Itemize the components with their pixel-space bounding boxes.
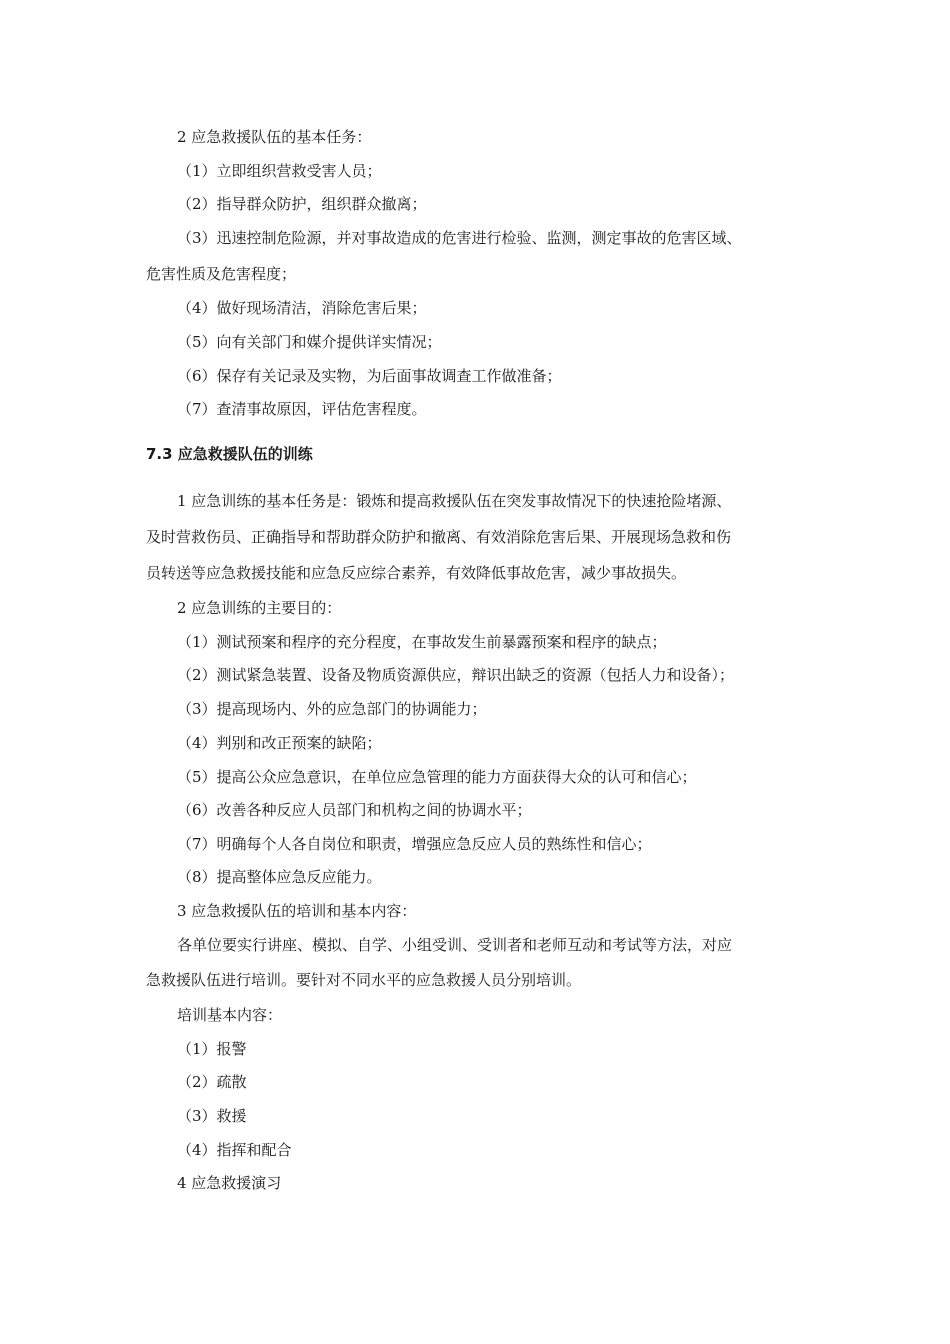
list-item: （3）提高现场内、外的应急部门的协调能力； [177, 700, 487, 718]
list-item: （2）测试紧急装置、设备及物质资源供应，辩识出缺乏的资源（包括人力和设备）； [177, 666, 735, 684]
list-item: （7）明确每个人各自岗位和职责，增强应急反应人员的熟练性和信心； [177, 835, 652, 853]
list-item: （1）报警 [177, 1040, 247, 1058]
subsection-title-drill: 4 应急救援演习 [177, 1174, 282, 1192]
paragraph-line: 各单位要实行讲座、模拟、自学、小组受训、受训者和老师互动和考试等方法，对应 [177, 936, 733, 954]
list-item: （5）向有关部门和媒介提供详实情况； [177, 333, 442, 351]
list-item: （5）提高公众应急意识，在单位应急管理的能力方面获得大众的认可和信心； [177, 768, 697, 786]
list-item: （6）改善各种反应人员部门和机构之间的协调水平； [177, 801, 532, 819]
list-item: （8）提高整体应急反应能力。 [177, 868, 382, 886]
list-item: （3）迅速控制危险源，并对事故造成的危害进行检验、监测，测定事故的危害区域、 [177, 229, 742, 247]
list-item-continuation: 危害性质及危害程度； [146, 265, 297, 283]
paragraph-line: 及时营救伤员、正确指导和帮助群众防护和撤离、有效消除危害后果、开展现场急救和伤 [146, 528, 732, 546]
list-item: （2）疏散 [177, 1073, 247, 1091]
list-item: （3）救援 [177, 1107, 247, 1125]
list-item: （7）查清事故原因，评估危害程度。 [177, 400, 427, 418]
list-item: （6）保存有关记录及实物，为后面事故调查工作做准备； [177, 367, 562, 385]
paragraph-line: 员转送等应急救援技能和应急反应综合素养，有效降低事故危害，减少事故损失。 [146, 564, 687, 582]
section-title-basic-tasks: 2 应急救援队伍的基本任务： [177, 128, 372, 146]
section-heading: 7.3 应急救援队伍的训练 [146, 445, 313, 463]
list-item: （4）指挥和配合 [177, 1141, 292, 1159]
paragraph-line: 急救援队伍进行培训。要针对不同水平的应急救援人员分别培训。 [146, 971, 582, 989]
subsection-title-purpose: 2 应急训练的主要目的： [177, 599, 342, 617]
list-item: （1）测试预案和程序的充分程度，在事故发生前暴露预案和程序的缺点； [177, 633, 667, 651]
list-item: （4）判别和改正预案的缺陷； [177, 734, 382, 752]
list-item: （4）做好现场清洁，消除危害后果； [177, 299, 427, 317]
subsection-title-training: 3 应急救援队伍的培训和基本内容： [177, 902, 417, 920]
paragraph-line: 1 应急训练的基本任务是：锻炼和提高救援队伍在突发事故情况下的快速抢险堵源、 [177, 492, 732, 510]
list-item: （2）指导群众防护，组织群众撤离； [177, 195, 427, 213]
subsection-title-content: 培训基本内容： [177, 1006, 283, 1024]
list-item: （1）立即组织营救受害人员； [177, 162, 382, 180]
